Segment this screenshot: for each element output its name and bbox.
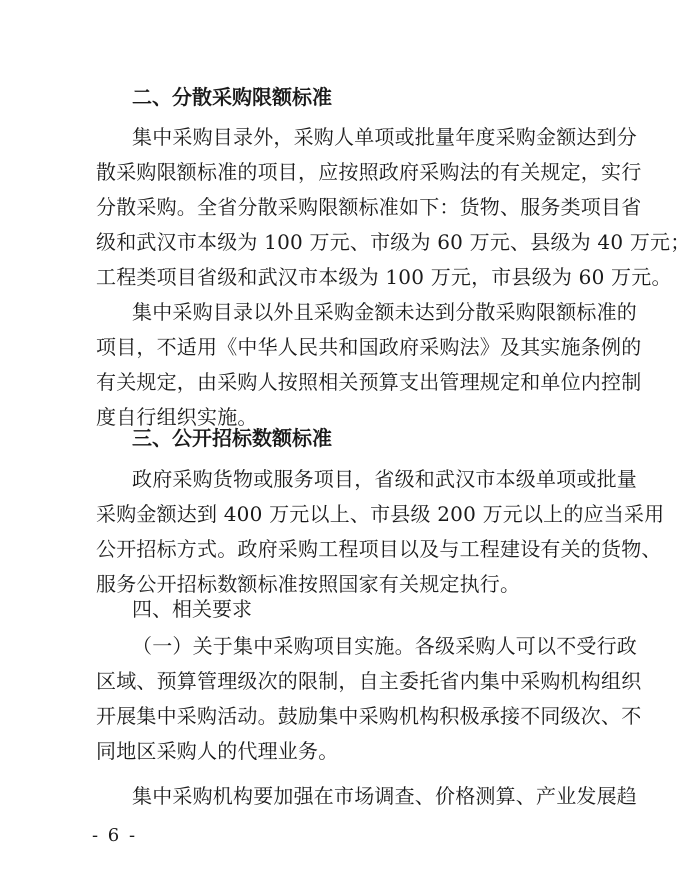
- paragraph-line: 服务公开招标数额标准按照国家有关规定执行。: [96, 572, 521, 596]
- paragraph-line: 散采购限额标准的项目，应按照政府采购法的有关规定，实行: [96, 160, 642, 184]
- paragraph-line: 度自行组织实施。: [96, 405, 258, 429]
- paragraph-line: 开展集中采购活动。鼓励集中采购机构积极承接不同级次、不: [96, 704, 642, 728]
- section-heading-2: 二、分散采购限额标准: [132, 85, 332, 109]
- section-heading-4: 四、相关要求: [132, 597, 252, 621]
- paragraph-line: 集中采购目录以外且采购金额未达到分散采购限额标准的: [132, 300, 637, 324]
- paragraph-line: （一）关于集中采购项目实施。各级采购人可以不受行政: [132, 634, 637, 658]
- paragraph-line: 政府采购货物或服务项目，省级和武汉市本级单项或批量: [132, 467, 637, 491]
- paragraph-line: 项目，不适用《中华人民共和国政府采购法》及其实施条例的: [96, 335, 642, 359]
- paragraph-line: 集中采购机构要加强在市场调查、价格测算、产业发展趋: [132, 784, 637, 808]
- paragraph-line: 区域、预算管理级次的限制，自主委托省内集中采购机构组织: [96, 669, 642, 693]
- section-heading-3: 三、公开招标数额标准: [132, 426, 332, 450]
- paragraph-line: 同地区采购人的代理业务。: [96, 739, 339, 763]
- page-number: - 6 -: [92, 825, 138, 846]
- paragraph-line: 分散采购。全省分散采购限额标准如下：货物、服务类项目省: [96, 195, 642, 219]
- paragraph-line: 采购金额达到 400 万元以上、市县级 200 万元以上的应当采用: [96, 502, 665, 526]
- paragraph-line: 集中采购目录外，采购人单项或批量年度采购金额达到分: [132, 125, 637, 149]
- paragraph-line: 公开招标方式。政府采购工程项目以及与工程建设有关的货物、: [96, 537, 662, 561]
- paragraph-line: 有关规定，由采购人按照相关预算支出管理规定和单位内控制: [96, 370, 642, 394]
- paragraph-line: 工程类项目省级和武汉市本级为 100 万元，市县级为 60 万元。: [96, 265, 672, 289]
- paragraph-line: 级和武汉市本级为 100 万元、市级为 60 万元、县级为 40 万元；: [96, 230, 690, 254]
